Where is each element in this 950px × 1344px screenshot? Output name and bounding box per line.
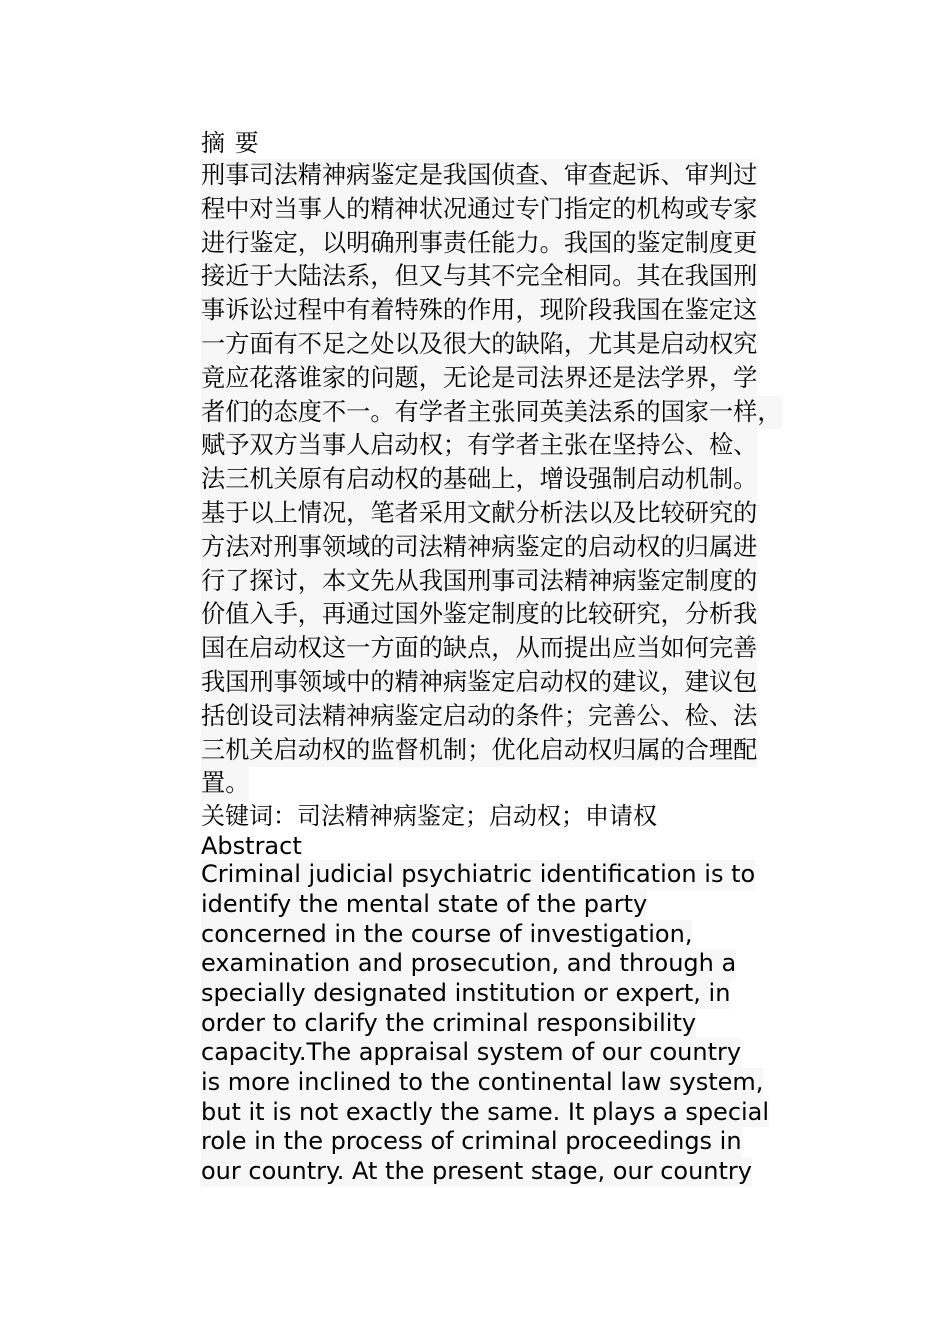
en-abstract-line-text: specially designated institution or expert, in [201, 978, 731, 1007]
en-abstract-line-text: examination and prosecution, and through a [201, 949, 737, 978]
zh-abstract-line [201, 294, 821, 328]
zh-abstract-line [201, 193, 821, 227]
en-abstract-title: Abstract [201, 832, 302, 861]
en-abstract-line-text: but it is not exactly the same. It plays a special [201, 1097, 770, 1126]
zh-abstract-title: 摘 要 [201, 129, 260, 157]
zh-keywords: 关键词：司法精神病鉴定；启动权；申请权 [201, 802, 657, 831]
zh-abstract-line-text: 刑事司法精神病鉴定是我国侦查、审查起诉、审判过 [201, 159, 757, 193]
zh-abstract-line-text: 基于以上情况，笔者采用文献分析法以及比较研究的 [201, 497, 757, 531]
zh-abstract-line-text: 程中对当事人的精神状况通过专门指定的机构或专家 [201, 193, 757, 227]
zh-abstract-line [201, 362, 821, 396]
zh-abstract-line [201, 396, 821, 430]
zh-abstract-line-text: 赋予双方当事人启动权；有学者主张在坚持公、检、 [201, 429, 757, 463]
zh-abstract-line [201, 734, 821, 768]
zh-abstract-body [201, 159, 821, 801]
zh-abstract-line-text: 置。 [201, 767, 249, 801]
en-abstract-line-text: order to clarify the criminal responsibility [201, 1008, 697, 1037]
en-abstract-line-text: Criminal judicial psychiatric identification is to [201, 860, 756, 889]
zh-abstract-line [201, 666, 821, 700]
zh-abstract-line-text: 国在启动权这一方面的缺点，从而提出应当如何完善 [201, 632, 757, 666]
zh-abstract-line [201, 565, 821, 599]
en-abstract-line-text: our country. At the present stage, our country [201, 1157, 752, 1186]
zh-abstract-line [201, 497, 821, 531]
en-abstract-line [201, 1127, 821, 1157]
zh-abstract-line [201, 429, 821, 463]
zh-abstract-line [201, 531, 821, 565]
zh-abstract-line-text: 一方面有不足之处以及很大的缺陷，尤其是启动权究 [201, 328, 757, 362]
zh-abstract-line-text: 事诉讼过程中有着特殊的作用，现阶段我国在鉴定这 [201, 294, 757, 328]
en-abstract-line-text: is more inclined to the continental law system, [201, 1068, 764, 1097]
zh-abstract-line [201, 767, 821, 801]
en-abstract-line-text: capacity.The appraisal system of our country [201, 1038, 742, 1067]
en-abstract-line [201, 920, 821, 950]
zh-abstract-line-text: 法三机关原有启动权的基础上，增设强制启动机制。 [201, 463, 757, 497]
zh-abstract-line-text: 竟应花落谁家的问题，无论是司法界还是法学界，学 [201, 362, 757, 396]
en-abstract-line [201, 1038, 821, 1068]
en-abstract-body [201, 860, 821, 1187]
zh-abstract-line [201, 159, 821, 193]
en-abstract-line [201, 1157, 821, 1187]
en-abstract-line-text: role in the process of criminal proceedings in [201, 1127, 742, 1156]
zh-abstract-line [201, 700, 821, 734]
en-abstract-line [201, 1068, 821, 1098]
zh-abstract-line-text: 接近于大陆法系，但又与其不完全相同。其在我国刑 [201, 260, 757, 294]
zh-abstract-line [201, 328, 821, 362]
zh-abstract-line [201, 632, 821, 666]
zh-abstract-line-text: 价值入手，再通过国外鉴定制度的比较研究，分析我 [201, 598, 757, 632]
en-abstract-line [201, 860, 821, 890]
abstract-content [201, 128, 821, 1187]
zh-abstract-line-text: 方法对刑事领域的司法精神病鉴定的启动权的归属进 [201, 531, 757, 565]
en-abstract-line [201, 979, 821, 1009]
zh-abstract-line-text: 行了探讨，本文先从我国刑事司法精神病鉴定制度的 [201, 565, 757, 599]
zh-abstract-line [201, 598, 821, 632]
zh-abstract-line-text: 三机关启动权的监督机制；优化启动权归属的合理配 [201, 734, 757, 768]
en-abstract-line [201, 890, 821, 920]
zh-abstract-line [201, 260, 821, 294]
zh-abstract-line-text: 者们的态度不一。有学者主张同英美法系的国家一样， [201, 396, 782, 430]
zh-abstract-line-text: 进行鉴定，以明确刑事责任能力。我国的鉴定制度更 [201, 227, 757, 261]
zh-abstract-line-text: 我国刑事领域中的精神病鉴定启动权的建议，建议包 [201, 666, 757, 700]
en-abstract-line [201, 949, 821, 979]
zh-abstract-line [201, 463, 821, 497]
en-abstract-line-text: concerned in the course of investigation, [201, 919, 693, 948]
zh-abstract-line [201, 227, 821, 261]
en-abstract-line [201, 1009, 821, 1039]
zh-abstract-line-text: 括创设司法精神病鉴定启动的条件；完善公、检、法 [201, 700, 757, 734]
en-abstract-line [201, 1098, 821, 1128]
en-abstract-line-text: identify the mental state of the party [201, 889, 648, 918]
